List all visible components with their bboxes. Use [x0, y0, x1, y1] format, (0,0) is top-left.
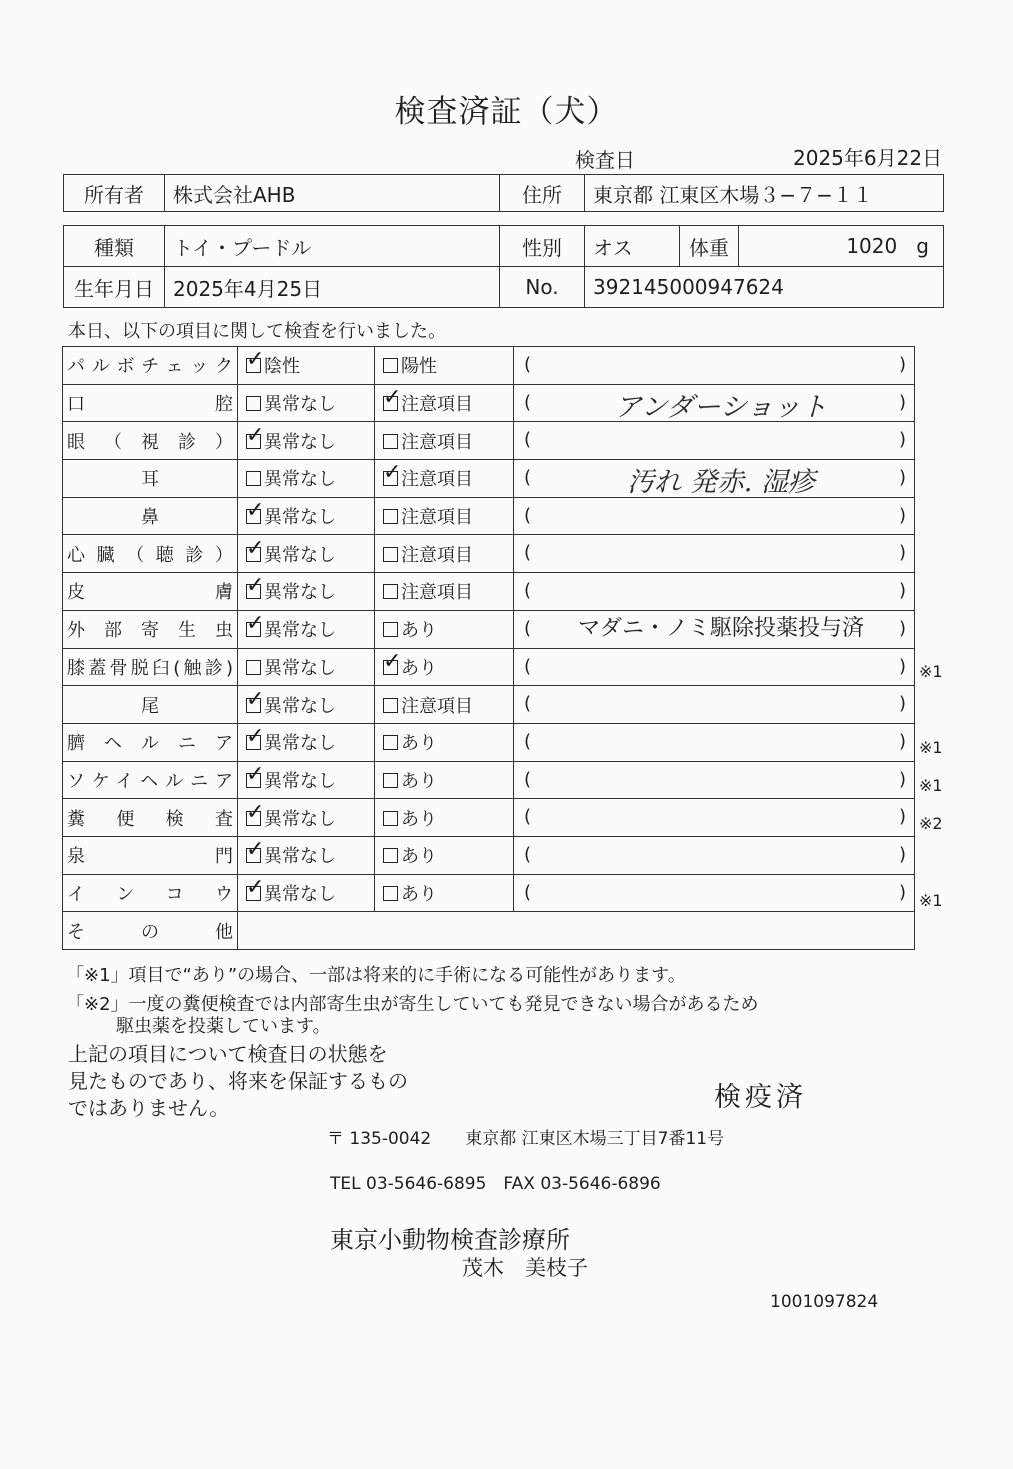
exam-date-value: 2025年6月22日	[793, 146, 943, 170]
option-normal[interactable]	[238, 384, 375, 422]
paren-close: )	[898, 467, 906, 489]
table-row	[63, 573, 915, 611]
clinic-name: 東京小動物検査診療所	[330, 1226, 570, 1254]
option-label: 異常なし	[264, 846, 336, 868]
item-note-cell	[514, 347, 915, 385]
paren-open: (	[524, 504, 532, 526]
table-row	[63, 799, 915, 837]
item-note-cell	[514, 874, 915, 912]
checkbox-icon[interactable]	[246, 811, 261, 826]
option-normal[interactable]	[238, 836, 375, 874]
address-value: 東京都 江東区木場３−７−１１	[585, 175, 944, 212]
paren-open: (	[524, 806, 532, 828]
checkbox-icon[interactable]	[246, 698, 261, 713]
checkbox-icon[interactable]	[246, 584, 261, 599]
owner-label: 所有者	[64, 175, 165, 212]
checkbox-icon[interactable]	[246, 471, 261, 486]
checkbox-icon[interactable]	[383, 811, 398, 826]
option-abnormal[interactable]	[375, 761, 514, 799]
weight-label: 体重	[680, 226, 739, 267]
option-normal[interactable]	[238, 648, 375, 686]
footnote-2: 「※2」一度の糞便検査では内部寄生虫が寄生していても発見できない場合があるため	[66, 994, 759, 1015]
checkbox-icon[interactable]	[383, 773, 398, 788]
checkbox-icon[interactable]	[246, 547, 261, 562]
sex-value: オス	[585, 226, 680, 267]
item-note-cell	[514, 497, 915, 535]
option-normal[interactable]	[238, 610, 375, 648]
item-note: マダニ・ノミ駆除投薬投与済	[577, 615, 864, 641]
item-name: 耳	[63, 460, 238, 498]
table-row	[63, 347, 915, 385]
item-note: アンダーショット	[614, 391, 828, 422]
paren-close: )	[898, 843, 906, 865]
exam-date-label: 検査日	[575, 148, 635, 172]
option-normal[interactable]	[238, 535, 375, 573]
option-label: 異常なし	[264, 695, 336, 717]
option-normal[interactable]	[238, 874, 375, 912]
checkbox-icon[interactable]	[383, 698, 398, 713]
option-normal[interactable]	[238, 686, 375, 724]
table-row	[63, 836, 915, 874]
item-name: インコウ	[63, 874, 238, 912]
option-label: 異常なし	[264, 733, 336, 755]
other-label: その他	[63, 912, 238, 950]
disclaimer-line: 見たものであり、将来を保証するもの	[68, 1069, 408, 1093]
veterinarian-name: 茂木 美枝子	[462, 1256, 588, 1280]
option-label: 異常なし	[264, 808, 336, 830]
checkbox-icon[interactable]	[246, 660, 261, 675]
paren-close: )	[898, 806, 906, 828]
birth-value: 2025年4月25日	[165, 267, 500, 308]
checkbox-icon[interactable]	[246, 622, 261, 637]
option-label: 注意項目	[401, 431, 473, 453]
paren-open: (	[524, 655, 532, 677]
table-row	[63, 384, 915, 422]
item-note-cell	[514, 384, 915, 422]
item-note-cell	[514, 648, 915, 686]
option-abnormal[interactable]	[375, 422, 514, 460]
sex-label: 性別	[500, 226, 585, 267]
item-name: 泉門	[63, 836, 238, 874]
pet-info-table	[63, 225, 944, 308]
no-label: No.	[500, 267, 585, 308]
item-note: 汚れ 発赤. 湿疹	[627, 467, 815, 498]
item-name: 糞便検査	[63, 799, 238, 837]
option-normal[interactable]	[238, 347, 375, 385]
option-label: あり	[401, 657, 437, 679]
item-note-cell	[514, 723, 915, 761]
item-name: 皮膚	[63, 573, 238, 611]
table-row	[63, 723, 915, 761]
no-value: 392145000947624	[585, 267, 944, 308]
table-row	[63, 648, 915, 686]
option-abnormal[interactable]	[375, 497, 514, 535]
checkbox-icon[interactable]	[383, 848, 398, 863]
paren-open: (	[524, 354, 532, 375]
item-note-cell	[514, 460, 915, 498]
item-name: 鼻	[63, 497, 238, 535]
table-row	[63, 686, 915, 724]
item-name: 眼（視診）	[63, 422, 238, 460]
checkbox-icon[interactable]	[383, 509, 398, 524]
intro-text: 本日、以下の項目に関して検査を行いました。	[68, 321, 446, 342]
note-reference-mark: ※1	[919, 776, 943, 796]
checkbox-icon[interactable]	[246, 886, 261, 901]
disclaimer-line: 上記の項目について検査日の状態を	[68, 1042, 388, 1066]
option-label: 陽性	[401, 356, 437, 378]
option-abnormal[interactable]	[375, 610, 514, 648]
paren-close: )	[898, 881, 906, 903]
option-normal[interactable]	[238, 573, 375, 611]
owner-value: 株式会社AHB	[165, 175, 500, 212]
item-name: 臍ヘルニア	[63, 723, 238, 761]
option-label: 異常なし	[264, 431, 336, 453]
paren-open: (	[524, 580, 532, 602]
option-label: 異常なし	[264, 544, 336, 566]
disclaimer-line: ではありません。	[68, 1096, 230, 1120]
checkbox-icon[interactable]	[383, 735, 398, 750]
paren-close: )	[898, 730, 906, 752]
paren-close: )	[898, 354, 906, 375]
weight-number: 1020	[846, 234, 898, 258]
option-label: 異常なし	[264, 582, 336, 604]
option-label: 注意項目	[401, 695, 473, 717]
clinic-phone: TEL 03-5646-6895 FAX 03-5646-6896	[330, 1174, 661, 1194]
paren-open: (	[524, 881, 532, 903]
paren-close: )	[898, 542, 906, 564]
table-row	[63, 761, 915, 799]
checkbox-icon[interactable]	[246, 434, 261, 449]
other-value	[238, 912, 915, 950]
item-name: 口腔	[63, 384, 238, 422]
paren-open: (	[524, 768, 532, 790]
birth-label: 生年月日	[64, 267, 165, 308]
item-name: 心臓（聴診）	[63, 535, 238, 573]
paren-close: )	[898, 429, 906, 451]
checkbox-icon[interactable]	[383, 471, 398, 486]
option-normal[interactable]	[238, 761, 375, 799]
checkbox-icon[interactable]	[246, 396, 261, 411]
note-reference-mark: ※1	[919, 890, 943, 910]
option-label: あり	[401, 883, 437, 905]
paren-open: (	[524, 617, 532, 639]
option-label: 陰性	[264, 356, 300, 378]
option-label: 注意項目	[401, 507, 473, 529]
option-label: 異常なし	[264, 657, 336, 679]
checkbox-icon[interactable]	[383, 622, 398, 637]
option-label: あり	[401, 620, 437, 642]
note-reference-mark: ※2	[919, 814, 943, 834]
option-abnormal[interactable]	[375, 874, 514, 912]
checkbox-icon[interactable]	[383, 434, 398, 449]
item-note-cell	[514, 686, 915, 724]
item-note-cell	[514, 799, 915, 837]
item-name: ソケイヘルニア	[63, 761, 238, 799]
table-row	[63, 460, 915, 498]
checkbox-icon[interactable]	[246, 773, 261, 788]
address-label: 住所	[500, 175, 585, 212]
item-name: 膝蓋骨脱臼(触診)	[63, 648, 238, 686]
checkbox-icon[interactable]	[383, 584, 398, 599]
option-normal[interactable]	[238, 422, 375, 460]
paren-open: (	[524, 467, 532, 489]
table-row	[63, 610, 915, 648]
owner-table	[63, 174, 944, 212]
option-label: 異常なし	[264, 620, 336, 642]
paren-open: (	[524, 542, 532, 564]
weight-value	[739, 226, 944, 267]
checkbox-icon[interactable]	[383, 396, 398, 411]
option-label: あり	[401, 808, 437, 830]
quarantine-seal: 検疫済	[714, 1082, 807, 1113]
item-name: 外部寄生虫	[63, 610, 238, 648]
option-label: 異常なし	[264, 394, 336, 416]
paren-close: )	[898, 391, 906, 413]
paren-open: (	[524, 429, 532, 451]
option-label: あり	[401, 846, 437, 868]
note-reference-mark: ※1	[919, 661, 943, 681]
option-normal[interactable]	[238, 497, 375, 535]
paren-close: )	[898, 693, 906, 715]
breed-label: 種類	[64, 226, 165, 267]
checkbox-icon[interactable]	[383, 660, 398, 675]
paren-open: (	[524, 843, 532, 865]
paren-close: )	[898, 580, 906, 602]
checkbox-icon[interactable]	[246, 358, 261, 373]
option-label: 注意項目	[401, 394, 473, 416]
clinic-address: 〒 135-0042 東京都 江東区木場三丁目7番11号	[327, 1129, 725, 1149]
checkbox-icon[interactable]	[383, 886, 398, 901]
checkbox-icon[interactable]	[246, 735, 261, 750]
checkbox-icon[interactable]	[383, 547, 398, 562]
breed-value: トイ・プードル	[165, 226, 500, 267]
document-title: 検査済証（犬）	[394, 94, 619, 130]
option-label: あり	[401, 733, 437, 755]
option-label: 異常なし	[264, 507, 336, 529]
table-row	[63, 422, 915, 460]
footnote-1: 「※1」項目で“あり”の場合、一部は将来的に手術になる可能性があります。	[66, 965, 686, 986]
paren-open: (	[524, 693, 532, 715]
item-note-cell	[514, 761, 915, 799]
serial-number: 1001097824	[770, 1292, 879, 1312]
footnote-2-cont: 駆虫薬を投薬しています。	[116, 1016, 331, 1037]
item-name: 尾	[63, 686, 238, 724]
option-label: あり	[401, 770, 437, 792]
table-row	[63, 535, 915, 573]
item-note-cell	[514, 610, 915, 648]
option-label: 異常なし	[264, 883, 336, 905]
table-row	[63, 497, 915, 535]
checkbox-icon[interactable]	[246, 848, 261, 863]
checkbox-icon[interactable]	[246, 509, 261, 524]
note-reference-mark: ※1	[919, 738, 943, 757]
option-abnormal[interactable]	[375, 723, 514, 761]
paren-close: )	[898, 617, 906, 639]
option-label: 注意項目	[401, 582, 473, 604]
option-abnormal[interactable]	[375, 573, 514, 611]
option-abnormal[interactable]	[375, 836, 514, 874]
option-normal[interactable]	[238, 723, 375, 761]
option-abnormal[interactable]	[375, 460, 514, 498]
item-note-cell	[514, 535, 915, 573]
paren-open: (	[524, 730, 532, 752]
paren-open: (	[524, 391, 532, 413]
option-label: 注意項目	[401, 544, 473, 566]
option-label: 異常なし	[264, 770, 336, 792]
option-abnormal[interactable]	[375, 648, 514, 686]
item-note-cell	[514, 422, 915, 460]
option-abnormal[interactable]	[375, 799, 514, 837]
option-label: 異常なし	[264, 469, 336, 491]
option-normal[interactable]	[238, 460, 375, 498]
checkbox-icon[interactable]	[383, 358, 398, 373]
paren-close: )	[898, 655, 906, 677]
item-note-cell	[514, 573, 915, 611]
item-name: パルボチェック	[63, 347, 238, 385]
option-label: 注意項目	[401, 469, 473, 491]
option-abnormal[interactable]	[375, 347, 514, 385]
option-normal[interactable]	[238, 799, 375, 837]
option-abnormal[interactable]	[375, 535, 514, 573]
weight-unit: g	[916, 234, 929, 258]
paren-close: )	[898, 504, 906, 526]
option-abnormal[interactable]	[375, 686, 514, 724]
paren-close: )	[898, 768, 906, 790]
option-abnormal[interactable]	[375, 384, 514, 422]
item-note-cell	[514, 836, 915, 874]
table-row	[63, 874, 915, 912]
disclaimer	[68, 1041, 408, 1122]
inspection-items-table	[62, 346, 915, 950]
